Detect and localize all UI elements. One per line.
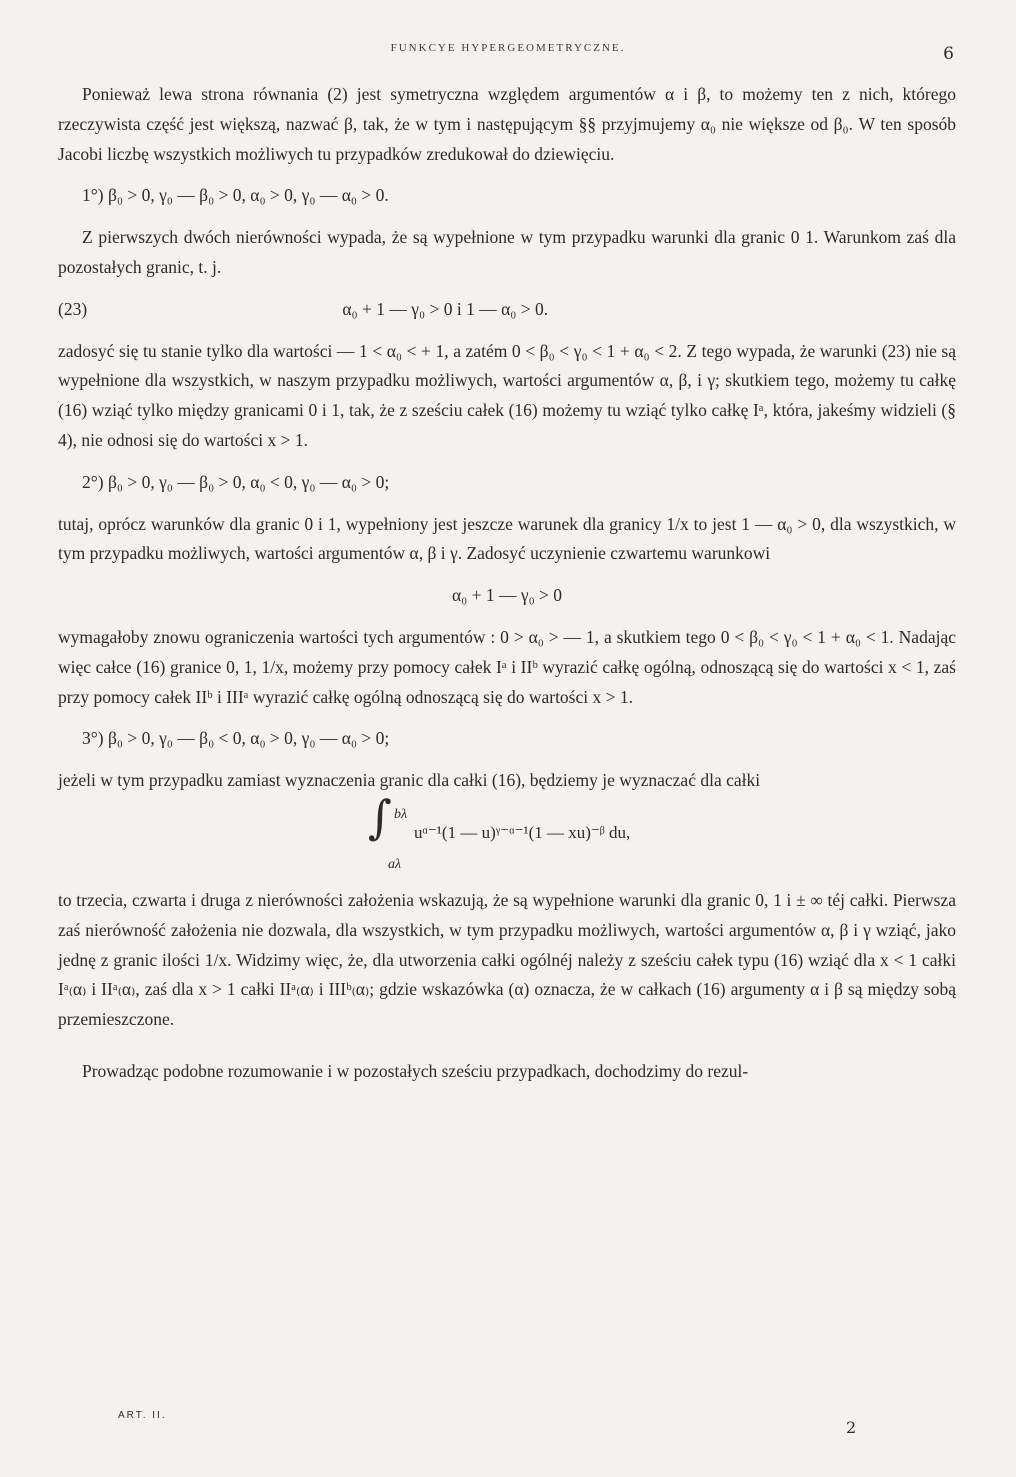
paragraph-8: Prowadząc podobne rozumowanie i w pozostałych sześciu przypadkach, dochodzimy do rezul- bbox=[82, 1060, 749, 1081]
equation-23 bbox=[58, 295, 956, 325]
case-3: 3°) β₀ > 0, γ₀ — β₀ < 0, α₀ > 0, γ₀ — α₀ > 0; bbox=[82, 728, 390, 749]
integral-formula bbox=[58, 789, 956, 878]
case-1: 1°) β₀ > 0, γ₀ — β₀ > 0, α₀ > 0, γ₀ — α₀ > 0. bbox=[82, 185, 389, 206]
equation-fourth-condition: α₀ + 1 — γ₀ > 0 bbox=[451, 585, 563, 606]
integral-lower-limit: aλ bbox=[388, 856, 402, 872]
equation-23-math: α₀ + 1 — γ₀ > 0 i 1 — α₀ > 0. bbox=[342, 298, 549, 319]
paragraph-4: tutaj, oprócz warunków dla granic 0 i 1, wypełniony jest jeszcze warunek dla granicy 1/x to jest 1 — α₀ > 0, dla wszystkich, w tym przypadku możliwych, wartości argumentów α, β i γ. Zadosyć uczynienie czwartemu warunkowi bbox=[58, 513, 956, 564]
page-number: 6 bbox=[943, 44, 954, 64]
integral-sign: ∫ bbox=[368, 789, 392, 844]
integral-upper-limit: bλ bbox=[394, 806, 408, 822]
paragraph-1: Ponieważ lewa strona równania (2) jest symetryczna względem argumentów α i β, to możemy ten z nich, którego rzeczywista część jest większą, nazwać β, tak, że w tym i następującym §§ przyjmujemy α₀ nie większe od β₀. W ten sposób Jacobi liczbę wszystkich możliwych tu przypadków zredukował do dziewięciu. bbox=[58, 84, 956, 164]
integrand: uᵅ⁻¹(1 — u)ᵞ⁻ᵅ⁻¹(1 — xu)⁻ᵝ du, bbox=[414, 822, 631, 842]
case-2: 2°) β₀ > 0, γ₀ — β₀ > 0, α₀ < 0, γ₀ — α₀ > 0; bbox=[82, 471, 390, 492]
footer-signature: ART. II. bbox=[118, 1410, 167, 1421]
paragraph-7: to trzecia, czwarta i druga z nierówności założenia wskazują, że są wypełnione warunki dla granic 0, 1 i ± ∞ téj całki. Pierwsza zaś nierówność założenia nie dozwala, dla wszystkich, w tym przypadku możliwych, wartości argumentów α, β i γ wziąć, jako jednę z granic ilości 1/x. Widzimy więc, że, dla utworzenia całki ogólnéj należy z sześciu całek typu (16) wziąć dla x < 1 całki Iᵃ₍α₎ i IIᵃ₍α₎, zaś dla x > 1 całki IIᵃ₍α₎ i IIIᵇ₍α₎; gdzie wskazówka (α) oznacza, że w całkach (16) argumenty α i β są między sobą przemieszczone. bbox=[58, 889, 956, 1030]
paragraph-5: wymagałoby znowu ograniczenia wartości tych argumentów : 0 > α₀ > — 1, a skutkiem tego 0 < β₀ < γ₀ < 1 + α₀ < 1. Nadając więc całce (16) granice 0, 1, 1/x, możemy przy pomocy całek Iᵃ i IIᵇ wyrazić całkę ogólną, odnoszącą się do wartości x < 1, zaś przy pomocy całek IIᵇ i IIIᵃ wyrazić całkę ogólną odnoszącą się do wartości x > 1. bbox=[58, 626, 956, 707]
paragraph-6: jeżeli w tym przypadku zamiast wyznaczenia granic dla całki (16), będziemy je wyznaczać dla całki bbox=[58, 770, 761, 791]
footer-sheet-number: 2 bbox=[846, 1418, 857, 1437]
page-body bbox=[58, 80, 956, 1087]
paragraph-3: zadosyć się tu stanie tylko dla wartości — 1 < α₀ < + 1, a zatém 0 < β₀ < γ₀ < 1 + α₀ < 2. Z tego wypada, że warunki (23) nie są wypełnione dla wszystkich, w naszym przypadku możliwych, wartości argumentów α, β, i γ; skutkiem tego, możemy tu całkę (16) wziąć tylko między granicami 0 i 1, tak, że z sześciu całek (16) możemy tu wziąć tylko całkę Iᵃ, która, jakeśmy widzieli (§ 4), nie odnosi się do wartości x > 1. bbox=[58, 340, 956, 450]
paragraph-2: Z pierwszych dwóch nierówności wypada, że są wypełnione w tym przypadku warunki dla granic 0 1. Warunkom zaś dla pozostałych granic, t. j. bbox=[58, 227, 956, 277]
equation-23-label: (23) bbox=[58, 298, 88, 319]
running-title: FUNKCYE HYPERGEOMETRYCZNE. bbox=[390, 42, 626, 54]
